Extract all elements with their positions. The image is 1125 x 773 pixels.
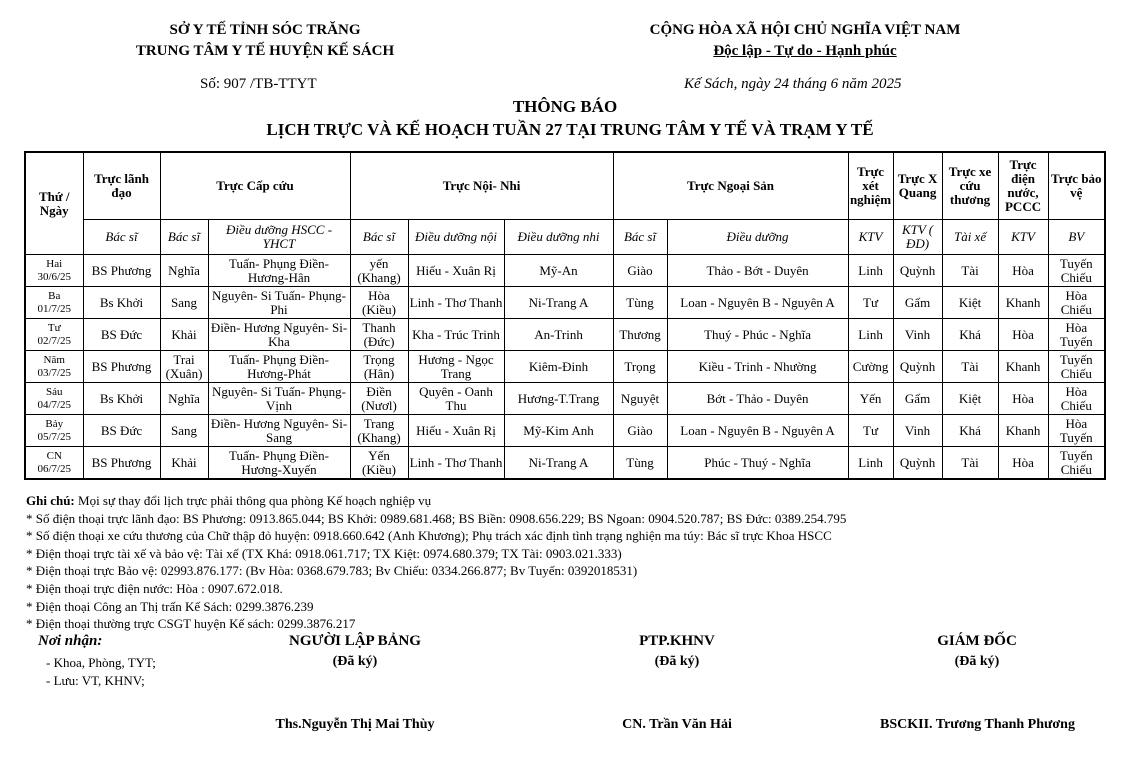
signed-mark-director: (Đã ký) xyxy=(954,654,1000,669)
day-date: 06/7/25 xyxy=(37,462,72,475)
utilities-technician-cell: Hòa xyxy=(998,447,1048,480)
day-cell xyxy=(25,415,83,447)
table-row xyxy=(25,255,1105,287)
security-guard-cell: Hòa Chiếu xyxy=(1048,383,1105,415)
day-date: 30/6/25 xyxy=(37,270,72,283)
note-line: * Số điện thoại xe cứu thương của Chữ thập đỏ huyện: 0918.660.642 (Anh Khương); Phụ trách xác định tình trạng nghiện ma túy: Bác sĩ trực Khoa HSCC xyxy=(26,528,832,544)
ambulance-driver-cell: Khá xyxy=(942,415,998,447)
internal-nurses-cell: Kha - Trúc Trinh xyxy=(408,319,504,351)
day-name: Năm xyxy=(43,353,65,366)
security-guard-cell: Hòa Tuyến xyxy=(1048,319,1105,351)
security-guard-cell: Tuyến Chiếu xyxy=(1048,447,1105,480)
header-xray: Trực X Quang xyxy=(893,152,942,220)
emergency-doctor-cell: Sang xyxy=(160,415,208,447)
day-date: 03/7/25 xyxy=(37,366,72,379)
motto: Độc lập - Tự do - Hạnh phúc xyxy=(713,43,897,59)
header-security: Trực bảo vệ xyxy=(1048,152,1105,220)
pediatric-nurses-cell: Ni-Trang A xyxy=(504,447,613,480)
header-ambulance: Trực xe cứu thương xyxy=(942,152,998,220)
subheader-cell: KTV ( ĐD) xyxy=(893,220,942,255)
table-row xyxy=(25,287,1105,319)
lab-technician-cell: Linh xyxy=(848,447,893,480)
surgery-nurses-cell: Thảo - Bớt - Duyên xyxy=(667,255,848,287)
security-guard-cell: Hòa Chiếu xyxy=(1048,287,1105,319)
day-name: Sáu xyxy=(46,385,63,398)
center-name: TRUNG TÂM Y TẾ HUYỆN KẾ SÁCH xyxy=(135,43,395,59)
pediatric-nurses-cell: Mỹ-An xyxy=(504,255,613,287)
subheader-cell: Điều dưỡng xyxy=(667,220,848,255)
lab-technician-cell: Yến xyxy=(848,383,893,415)
table-row xyxy=(25,383,1105,415)
security-guard-cell: Hòa Tuyến xyxy=(1048,415,1105,447)
internal-nurses-cell: Hiếu - Xuân Rị xyxy=(408,255,504,287)
table-row xyxy=(25,319,1105,351)
subheader-cell: KTV xyxy=(848,220,893,255)
internal-doctor-cell: Hòa (Kiều) xyxy=(350,287,408,319)
surgery-doctor-cell: Giào xyxy=(613,415,667,447)
security-guard-cell: Tuyến Chiếu xyxy=(1048,255,1105,287)
surgery-doctor-cell: Tùng xyxy=(613,447,667,480)
surgery-nurses-cell: Bớt - Thảo - Duyên xyxy=(667,383,848,415)
day-date: 02/7/25 xyxy=(37,334,72,347)
day-cell xyxy=(25,287,83,319)
main-note xyxy=(26,492,846,510)
document-title: THÔNG BÁO xyxy=(512,97,618,116)
recipient-item: - Khoa, Phòng, TYT; xyxy=(46,655,156,670)
surgery-doctor-cell: Tùng xyxy=(613,287,667,319)
day-cell xyxy=(25,319,83,351)
signer-title-deputy: PTP.KHNV xyxy=(639,633,715,649)
xray-technician-cell: Quỳnh xyxy=(893,255,942,287)
internal-doctor-cell: Trọng (Hân) xyxy=(350,351,408,383)
agency-name: SỞ Y TẾ TỈNH SÓC TRĂNG xyxy=(169,22,361,38)
emergency-nurses-cell: Điền- Hương Nguyên- Si-Sang xyxy=(208,415,350,447)
document-number: Số: 907 /TB-TTYT xyxy=(200,76,317,92)
utilities-technician-cell: Khanh xyxy=(998,415,1048,447)
internal-doctor-cell: Thanh (Đức) xyxy=(350,319,408,351)
duty-schedule-table xyxy=(24,151,1106,480)
day-name: CN xyxy=(46,449,62,462)
internal-nurses-cell: Hương - Ngọc Trang xyxy=(408,351,504,383)
note-line: * Điện thoại Công an Thị trấn Kế Sách: 0299.3876.239 xyxy=(26,598,314,614)
surgery-nurses-cell: Kiều - Trinh - Nhường xyxy=(667,351,848,383)
subheader-cell: Bác sĩ xyxy=(83,220,160,255)
header-internal-pediatrics: Trực Nội- Nhi xyxy=(350,152,613,220)
notes-section xyxy=(26,492,846,633)
lab-technician-cell: Tư xyxy=(848,415,893,447)
signed-mark-preparer: (Đã ký) xyxy=(332,654,378,669)
emergency-doctor-cell: Sang xyxy=(160,287,208,319)
header-lab: Trực xét nghiệm xyxy=(848,152,893,220)
xray-technician-cell: Quỳnh xyxy=(893,351,942,383)
utilities-technician-cell: Khanh xyxy=(998,351,1048,383)
day-name: Hai xyxy=(46,257,63,270)
surgery-doctor-cell: Thương xyxy=(613,319,667,351)
xray-technician-cell: Vinh xyxy=(893,319,942,351)
signer-name-director: BSCKII. Trương Thanh Phương xyxy=(880,717,1075,732)
surgery-nurses-cell: Loan - Nguyên B - Nguyên A xyxy=(667,287,848,319)
ambulance-driver-cell: Khá xyxy=(942,319,998,351)
surgery-nurses-cell: Loan - Nguyên B - Nguyên A xyxy=(667,415,848,447)
day-date: 04/7/25 xyxy=(37,398,72,411)
emergency-doctor-cell: Nghĩa xyxy=(160,255,208,287)
note-label: Ghi chú: xyxy=(26,493,75,508)
document-subtitle: LỊCH TRỰC VÀ KẾ HOẠCH TUẦN 27 TẠI TRUNG TÂM Y TẾ VÀ TRẠM Y TẾ xyxy=(266,120,874,139)
day-date: 01/7/25 xyxy=(37,302,72,315)
place-date: Kế Sách, ngày 24 tháng 6 năm 2025 xyxy=(684,76,902,92)
emergency-nurses-cell: Tuấn- Phụng Điền- Hương-Xuyến xyxy=(208,447,350,480)
pediatric-nurses-cell: Mỹ-Kim Anh xyxy=(504,415,613,447)
lab-technician-cell: Linh xyxy=(848,319,893,351)
leader-doctor-cell: Bs Khởi xyxy=(83,383,160,415)
leader-doctor-cell: BS Phương xyxy=(83,255,160,287)
internal-nurses-cell: Hiếu - Xuân Rị xyxy=(408,415,504,447)
header-day: Thứ / Ngày xyxy=(25,152,83,255)
internal-nurses-cell: Quyên - Oanh Thu xyxy=(408,383,504,415)
header-emergency: Trực Cấp cứu xyxy=(160,152,350,220)
subheader-cell: BV xyxy=(1048,220,1105,255)
emergency-nurses-cell: Nguyên- Si Tuấn- Phụng-Vịnh xyxy=(208,383,350,415)
xray-technician-cell: Gấm xyxy=(893,383,942,415)
day-name: Ba xyxy=(48,289,61,302)
pediatric-nurses-cell: An-Trinh xyxy=(504,319,613,351)
internal-nurses-cell: Linh - Thơ Thanh xyxy=(408,287,504,319)
ambulance-driver-cell: Tài xyxy=(942,255,998,287)
day-name: Tư xyxy=(47,321,61,334)
note-line: * Điện thoại trực tài xế và bảo vệ: Tài xế (TX Khá: 0918.061.717; TX Kiệt: 0974.680.379; TX Tài: 0903.021.333) xyxy=(26,545,622,561)
signer-name-deputy: CN. Trần Văn Hải xyxy=(622,717,732,732)
emergency-doctor-cell: Khải xyxy=(160,319,208,351)
ambulance-driver-cell: Tài xyxy=(942,351,998,383)
recipients-label: Nơi nhận: xyxy=(38,633,103,649)
day-name: Bảy xyxy=(45,417,64,430)
internal-doctor-cell: Trang (Khang) xyxy=(350,415,408,447)
signer-title-director: GIÁM ĐỐC xyxy=(937,633,1017,649)
table-row xyxy=(25,447,1105,480)
note-line: * Điện thoại trực Bảo vệ: 02993.876.177: (Bv Hòa: 0368.679.783; Bv Chiếu: 0334.266.877; Bv Tuyến: 0392018531) xyxy=(26,563,638,579)
lab-technician-cell: Linh xyxy=(848,255,893,287)
day-cell xyxy=(25,255,83,287)
subheader-cell: Bác sĩ xyxy=(160,220,208,255)
security-guard-cell: Tuyến Chiếu xyxy=(1048,351,1105,383)
ambulance-driver-cell: Tài xyxy=(942,447,998,480)
signer-title-preparer: NGƯỜI LẬP BẢNG xyxy=(289,633,421,649)
signed-mark-deputy: (Đã ký) xyxy=(654,654,700,669)
xray-technician-cell: Vinh xyxy=(893,415,942,447)
emergency-nurses-cell: Tuấn- Phụng Điền- Hương-Phát xyxy=(208,351,350,383)
ambulance-driver-cell: Kiệt xyxy=(942,287,998,319)
day-cell xyxy=(25,351,83,383)
leader-doctor-cell: BS Đức xyxy=(83,415,160,447)
note-line: * Điện thoại trực điện nước: Hòa : 0907.672.018. xyxy=(26,580,283,596)
emergency-nurses-cell: Tuấn- Phụng Điền- Hương-Hân xyxy=(208,255,350,287)
internal-doctor-cell: Yến (Kiều) xyxy=(350,447,408,480)
utilities-technician-cell: Hòa xyxy=(998,255,1048,287)
day-date: 05/7/25 xyxy=(37,430,72,443)
header-leader: Trực lãnh đạo xyxy=(83,152,160,220)
subheader-cell: Điều dưỡng HSCC - YHCT xyxy=(208,220,350,255)
utilities-technician-cell: Hòa xyxy=(998,319,1048,351)
leader-doctor-cell: BS Phương xyxy=(83,447,160,480)
leader-doctor-cell: BS Phương xyxy=(83,351,160,383)
emergency-doctor-cell: Trai (Xuân) xyxy=(160,351,208,383)
utilities-technician-cell: Khanh xyxy=(998,287,1048,319)
surgery-nurses-cell: Thuý - Phúc - Nghĩa xyxy=(667,319,848,351)
emergency-nurses-cell: Nguyên- Si Tuấn- Phụng-Phi xyxy=(208,287,350,319)
emergency-doctor-cell: Nghĩa xyxy=(160,383,208,415)
xray-technician-cell: Gấm xyxy=(893,287,942,319)
table-row xyxy=(25,351,1105,383)
day-cell xyxy=(25,447,83,480)
note-line: * Số điện thoại trực lãnh đạo: BS Phương: 0913.865.044; BS Khởi: 0989.681.468; BS Biền: 0908.656.229; BS Ngoan: 0904.520.787; BS Đức: 0389.254.795 xyxy=(26,510,847,526)
leader-doctor-cell: Bs Khởi xyxy=(83,287,160,319)
day-cell xyxy=(25,383,83,415)
utilities-technician-cell: Hòa xyxy=(998,383,1048,415)
subheader-cell: KTV xyxy=(998,220,1048,255)
subheader-cell: Điều dưỡng nhi xyxy=(504,220,613,255)
internal-doctor-cell: yến (Khang) xyxy=(350,255,408,287)
table-row xyxy=(25,415,1105,447)
surgery-doctor-cell: Giào xyxy=(613,255,667,287)
note-line: * Điện thoại thường trực CSGT huyện Kế sách: 0299.3876.217 xyxy=(26,616,356,632)
ambulance-driver-cell: Kiệt xyxy=(942,383,998,415)
internal-doctor-cell: Điền (Nươl) xyxy=(350,383,408,415)
recipient-item: - Lưu: VT, KHNV; xyxy=(46,673,145,688)
lab-technician-cell: Cường xyxy=(848,351,893,383)
leader-doctor-cell: BS Đức xyxy=(83,319,160,351)
pediatric-nurses-cell: Hương-T.Trang xyxy=(504,383,613,415)
header-surgery-obstetrics: Trực Ngoại Sản xyxy=(613,152,848,220)
subheader-cell: Điều dưỡng nội xyxy=(408,220,504,255)
xray-technician-cell: Quỳnh xyxy=(893,447,942,480)
emergency-doctor-cell: Khải xyxy=(160,447,208,480)
emergency-nurses-cell: Điền- Hương Nguyên- Si-Kha xyxy=(208,319,350,351)
pediatric-nurses-cell: Ni-Trang A xyxy=(504,287,613,319)
subheader-cell: Bác sĩ xyxy=(613,220,667,255)
signer-name-preparer: Ths.Nguyễn Thị Mai Thùy xyxy=(275,717,435,732)
internal-nurses-cell: Linh - Thơ Thanh xyxy=(408,447,504,480)
surgery-doctor-cell: Nguyệt xyxy=(613,383,667,415)
subheader-cell: Tài xế xyxy=(942,220,998,255)
pediatric-nurses-cell: Kiêm-Đinh xyxy=(504,351,613,383)
header-utilities: Trực điện nước, PCCC xyxy=(998,152,1048,220)
lab-technician-cell: Tư xyxy=(848,287,893,319)
note-text: Mọi sự thay đổi lịch trực phải thông qua phòng Kế hoạch nghiệp vụ xyxy=(74,493,432,508)
subheader-cell: Bác sĩ xyxy=(350,220,408,255)
surgery-nurses-cell: Phúc - Thuý - Nghĩa xyxy=(667,447,848,480)
country-name: CỘNG HÒA XÃ HỘI CHỦ NGHĨA VIỆT NAM xyxy=(649,22,961,38)
schedule-rows xyxy=(25,255,1105,480)
surgery-doctor-cell: Trọng xyxy=(613,351,667,383)
